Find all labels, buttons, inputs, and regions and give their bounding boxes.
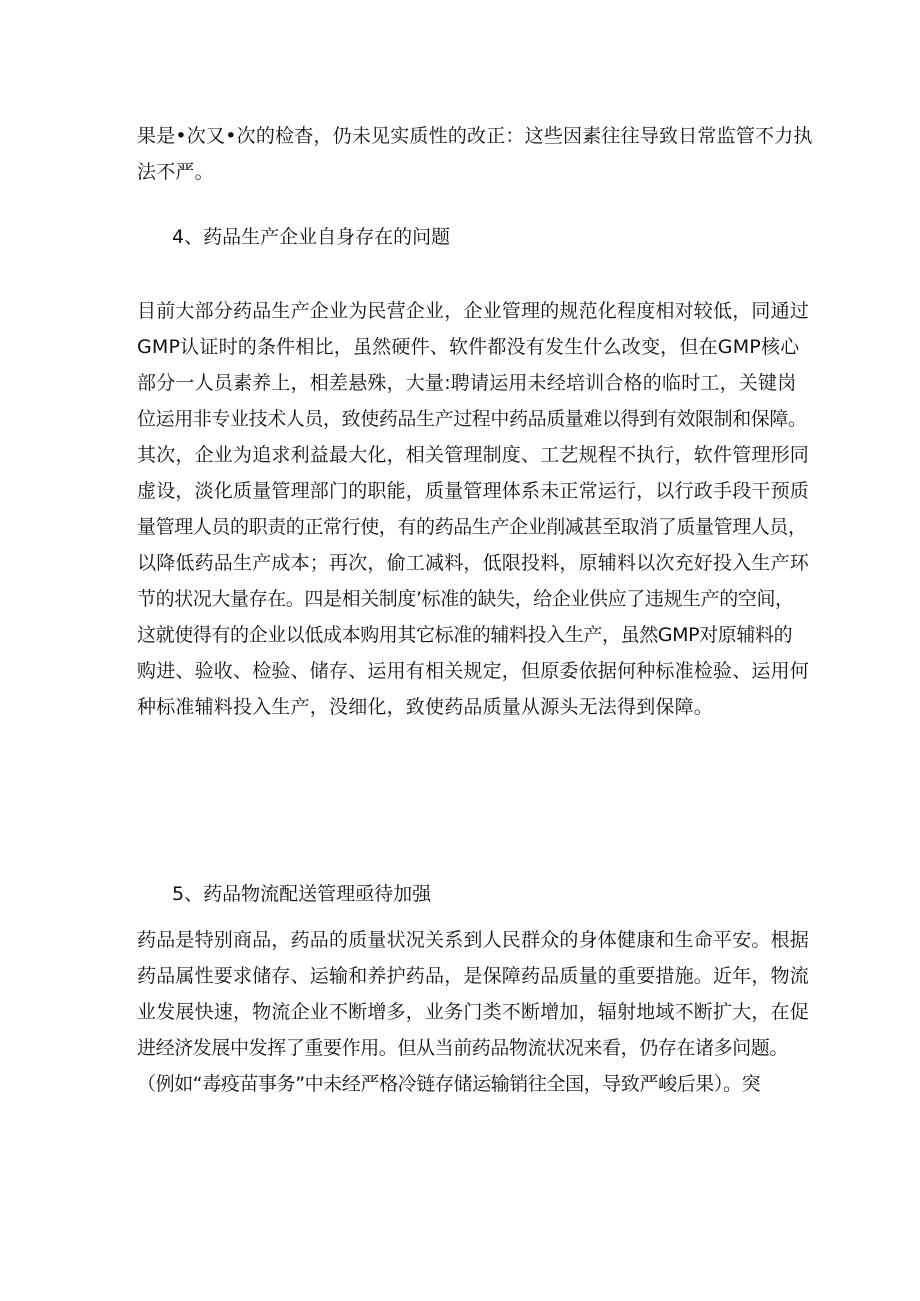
paragraph-line: 种标准辅料投入生产，没细化，致使药品质量从源头无法得到保障。: [137, 696, 714, 718]
paragraph-line: 目前大部分药品生产企业为民营企业，企业管理的规范化程度相对较低，同通过: [137, 300, 810, 322]
paragraph-line: 以降低药品生产成本；再次，偷工减料，低限投料，原辅料以次充好投入生产环: [137, 552, 810, 574]
paragraph-line: 其次，企业为追求利益最大化，相关管理制度、工艺规程不执行，软件管理形同: [137, 444, 810, 466]
paragraph-line: 购进、验收、检验、储存、运用有相关规定，但原委依据何种标准检验、运用何: [137, 660, 810, 682]
paragraph-line: 部分一人员素养上，相差悬殊，大量:聘请运用未经培训合格的临时工，关键岗: [137, 372, 797, 394]
paragraph-line: 位运用非专业技术人员，致使药品生产过程中药品质量难以得到有效限制和保障。: [137, 408, 807, 430]
section-5-heading: 5、药品物流配送管理亟待加强: [172, 883, 432, 905]
paragraph-line: 进经济发展中发挥了重要作用。但从当前药品物流状况来看，仍存在诸多问题。: [137, 1037, 789, 1059]
paragraph-line: 节的状况大量存在。四是相关制度’标准的缺失，给企业供应了违规生产的空间，: [137, 588, 794, 610]
paragraph-line: 法不严。: [137, 161, 214, 183]
continuation-paragraph: [137, 118, 813, 190]
paragraph-line: GMP认证时的条件相比，虽然硬件、软件都没有发生什么改变，但在GMP核心: [137, 336, 800, 358]
section-4-paragraph: [137, 293, 810, 725]
paragraph-line: 药品是特别商品，药品的质量状况关系到人民群众的身体健康和生命平安。根据: [137, 929, 810, 951]
paragraph-line: （例如“毒疫苗事务”中未经严格冷链存储运输销往全国，导致严峻后果）。突: [137, 1073, 761, 1095]
paragraph-line: 虚设，淡化质量管理部门的职能，质量管理体系未正常运行，以行政手段干预质: [137, 480, 810, 502]
paragraph-line: 业发展快速，物流企业不断增多，业务门类不断增加，辐射地域不断扩大，在促: [137, 1001, 810, 1023]
paragraph-line: 这就使得有的企业以低成本购用其它标准的辅料投入生产，虽然GMP对原辅料的: [137, 624, 793, 646]
paragraph-line: 药品属性要求储存、运输和养护药品，是保障药品质量的重要措施。近年，物流: [137, 965, 810, 987]
paragraph-line: 果是•次又•次的检杳，仍未见实质性的改正：这些因素往往导致日常监管不力执: [137, 125, 813, 147]
section-4-heading: 4、药品生产企业自身存在的问题: [172, 226, 451, 248]
paragraph-line: 量管理人员的职责的正常行使，有的药品生产企业削减甚至取消了质量管理人员，: [137, 516, 807, 538]
section-5-paragraph: [137, 922, 810, 1102]
